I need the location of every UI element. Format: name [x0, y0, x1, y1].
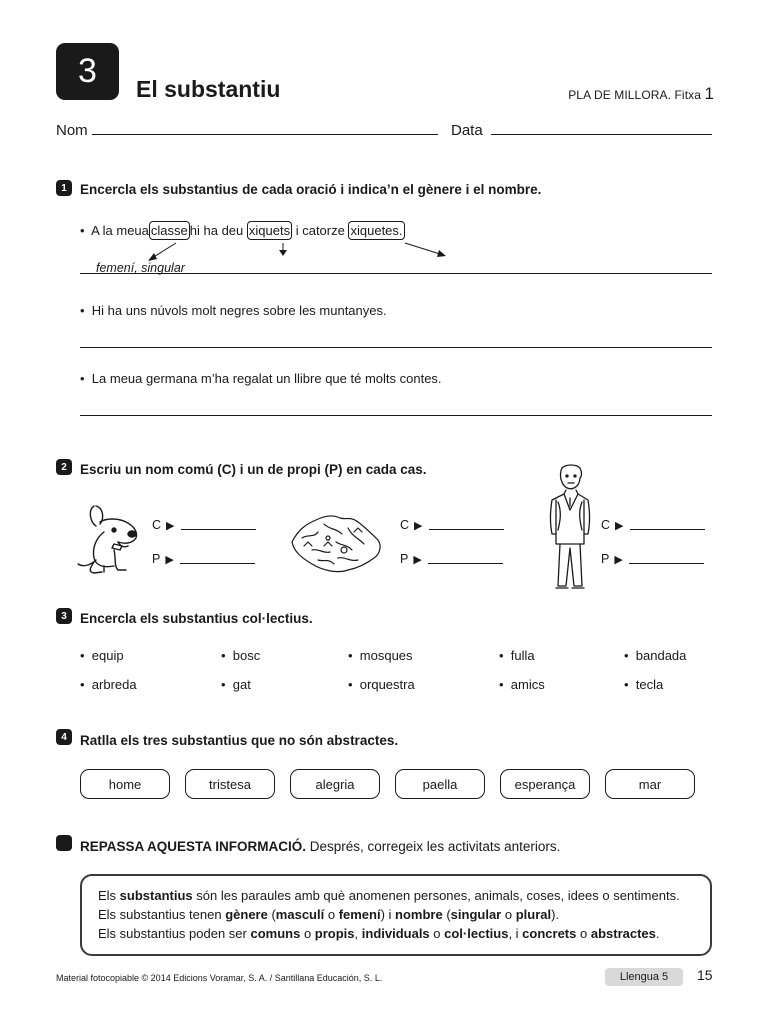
- text: (: [442, 907, 451, 922]
- c-label: C: [601, 518, 611, 532]
- answer-line-1[interactable]: [80, 260, 712, 274]
- word-item[interactable]: • gat: [221, 677, 251, 692]
- word-item[interactable]: • equip: [80, 648, 124, 663]
- exercise-1-badge: 1: [56, 180, 72, 196]
- text: .: [655, 926, 660, 941]
- term: masculí: [275, 907, 325, 922]
- exercise-2-heading: Escriu un nom comú (C) i un de propi (P) en cada cas.: [80, 462, 427, 477]
- text: ).: [551, 907, 560, 922]
- text: , i: [508, 926, 523, 941]
- text: Els substantius poden ser: [98, 926, 251, 941]
- word-text: bosc: [232, 648, 261, 663]
- dog-illustration: [74, 502, 146, 576]
- map-p-answer[interactable]: [428, 554, 503, 564]
- p-label: P: [400, 552, 409, 566]
- word-text: fulla: [510, 648, 535, 663]
- term: abstractes: [590, 926, 656, 941]
- page-number: 15: [697, 967, 713, 983]
- term: plural: [515, 907, 552, 922]
- arrow-icon: ▶: [165, 553, 174, 566]
- c-label: C: [152, 518, 162, 532]
- exercise-4-badge: 4: [56, 729, 72, 745]
- sentence-1-part-3: i catorze: [295, 223, 345, 238]
- word-text: equip: [91, 648, 124, 663]
- arrow-icon: ▶: [166, 519, 175, 532]
- word-text: tecla: [635, 677, 664, 692]
- info-paragraph-1: [98, 886, 694, 924]
- term: femení: [338, 907, 381, 922]
- word-item[interactable]: • orquestra: [348, 677, 415, 692]
- dog-p-row: [152, 552, 255, 566]
- sentence-1-end: .: [398, 223, 403, 238]
- answer-line-2[interactable]: [80, 334, 712, 348]
- level-badge: Llengua 5: [605, 968, 683, 986]
- dog-c-row: [152, 518, 256, 532]
- text: o: [300, 926, 315, 941]
- word-text: mosques: [359, 648, 413, 663]
- man-p-answer[interactable]: [629, 554, 704, 564]
- review-heading: [80, 839, 560, 854]
- review-heading-rest: Després, corregeix les activitats anteriors.: [306, 839, 561, 854]
- arrow-line-1: [152, 243, 176, 258]
- sentence-1-noun-2[interactable]: xiquets: [248, 223, 291, 238]
- word-card[interactable]: mar: [605, 769, 695, 799]
- word-card[interactable]: esperança: [500, 769, 590, 799]
- word-item[interactable]: • amics: [499, 677, 545, 692]
- sentence-1-noun-3-text: xiquetes: [350, 223, 399, 238]
- word-item[interactable]: • mosques: [348, 648, 413, 663]
- arrow-icon: ▶: [614, 553, 623, 566]
- p-label: P: [601, 552, 610, 566]
- man-c-answer[interactable]: [630, 520, 705, 530]
- text: són les paraules amb què anomenen persones, animals, coses, idees o sentiments. Els substantius tenen: [98, 888, 680, 922]
- nom-label: Nom: [56, 122, 88, 139]
- arrow-head-2: [279, 250, 287, 256]
- text: o: [576, 926, 591, 941]
- page-title: El substantiu: [136, 76, 281, 102]
- term: propis: [314, 926, 355, 941]
- bullet: •: [80, 303, 85, 318]
- dog-p-answer[interactable]: [180, 554, 255, 564]
- exercise-1-sentence-2: [80, 303, 387, 318]
- word-item[interactable]: • bosc: [221, 648, 261, 663]
- man-illustration: [544, 462, 596, 594]
- word-card[interactable]: alegria: [290, 769, 380, 799]
- word-text: gat: [232, 677, 251, 692]
- sentence-2-text: Hi ha uns núvols molt negres sobre les muntanyes.: [91, 303, 387, 318]
- fitxa-number: 1: [704, 84, 714, 103]
- unit-number: 3: [78, 52, 97, 90]
- map-c-answer[interactable]: [429, 520, 504, 530]
- bullet: •: [80, 371, 85, 386]
- word-item[interactable]: • arbreda: [80, 677, 137, 692]
- word-card[interactable]: tristesa: [185, 769, 275, 799]
- map-illustration: [288, 508, 386, 578]
- term: comuns: [250, 926, 301, 941]
- sentence-1-arrows: [0, 0, 768, 300]
- word-item[interactable]: • fulla: [499, 648, 535, 663]
- arrow-icon: ▶: [615, 519, 624, 532]
- word-text: arbreda: [91, 677, 137, 692]
- data-label: Data: [451, 122, 483, 139]
- word-item[interactable]: • bandada: [624, 648, 687, 663]
- text: o: [429, 926, 445, 941]
- text: ) i: [380, 907, 396, 922]
- man-c-row: [601, 518, 705, 532]
- exercise-1-heading: Encercla els substantius de cada oració i indica’n el gènere i el nombre.: [80, 182, 542, 197]
- exercise-2-badge: 2: [56, 459, 72, 475]
- sentence-1-part-2: hi ha deu: [189, 223, 244, 238]
- example-answer: femení, singular: [96, 261, 185, 275]
- exercise-4-heading: Ratlla els tres substantius que no són abstractes.: [80, 733, 399, 748]
- term: individuals: [361, 926, 430, 941]
- arrow-icon: ▶: [414, 519, 423, 532]
- arrow-icon: ▶: [413, 553, 422, 566]
- map-p-row: [400, 552, 503, 566]
- arrow-line-3: [405, 243, 440, 254]
- term: substantius: [119, 888, 193, 903]
- word-card[interactable]: home: [80, 769, 170, 799]
- sentence-1-noun-1[interactable]: classe: [150, 223, 188, 238]
- text: o: [324, 907, 339, 922]
- term: concrets: [522, 926, 577, 941]
- copyright: Material fotocopiable © 2014 Edicions Voramar, S. A. / Santillana Educación, S. L.: [56, 973, 383, 983]
- arrow-head-3: [437, 250, 446, 257]
- term: gènere: [225, 907, 268, 922]
- word-text: amics: [510, 677, 545, 692]
- bullet: •: [80, 223, 85, 238]
- map-c-row: [400, 518, 504, 532]
- man-p-row: [601, 552, 704, 566]
- word-text: orquestra: [359, 677, 415, 692]
- sentence-3-text: La meua germana m’ha regalat un llibre que té molts contes.: [91, 371, 442, 386]
- exercise-1-sentence-3: [80, 371, 442, 386]
- text: (: [267, 907, 276, 922]
- term: col·lectius: [444, 926, 509, 941]
- answer-line-3[interactable]: [80, 402, 712, 416]
- review-heading-bold: REPASSA AQUESTA INFORMACIÓ.: [80, 839, 307, 854]
- word-item[interactable]: • tecla: [624, 677, 664, 692]
- plan-label-text: PLA DE MILLORA. Fitxa: [568, 88, 701, 102]
- info-paragraph-2: [98, 924, 694, 943]
- word-text: bandada: [635, 648, 687, 663]
- text: o: [501, 907, 516, 922]
- text: Els: [98, 888, 120, 903]
- term: singular: [450, 907, 502, 922]
- word-card[interactable]: paella: [395, 769, 485, 799]
- dog-c-answer[interactable]: [181, 520, 256, 530]
- term: nombre: [395, 907, 443, 922]
- text: ,: [354, 926, 362, 941]
- sentence-1-part-1: A la meua: [91, 223, 149, 238]
- p-label: P: [152, 552, 161, 566]
- exercise-3-heading: Encercla els substantius col·lectius.: [80, 611, 313, 626]
- info-box: [80, 874, 712, 956]
- c-label: C: [400, 518, 410, 532]
- review-badge: [56, 835, 72, 851]
- exercise-3-badge: 3: [56, 608, 72, 624]
